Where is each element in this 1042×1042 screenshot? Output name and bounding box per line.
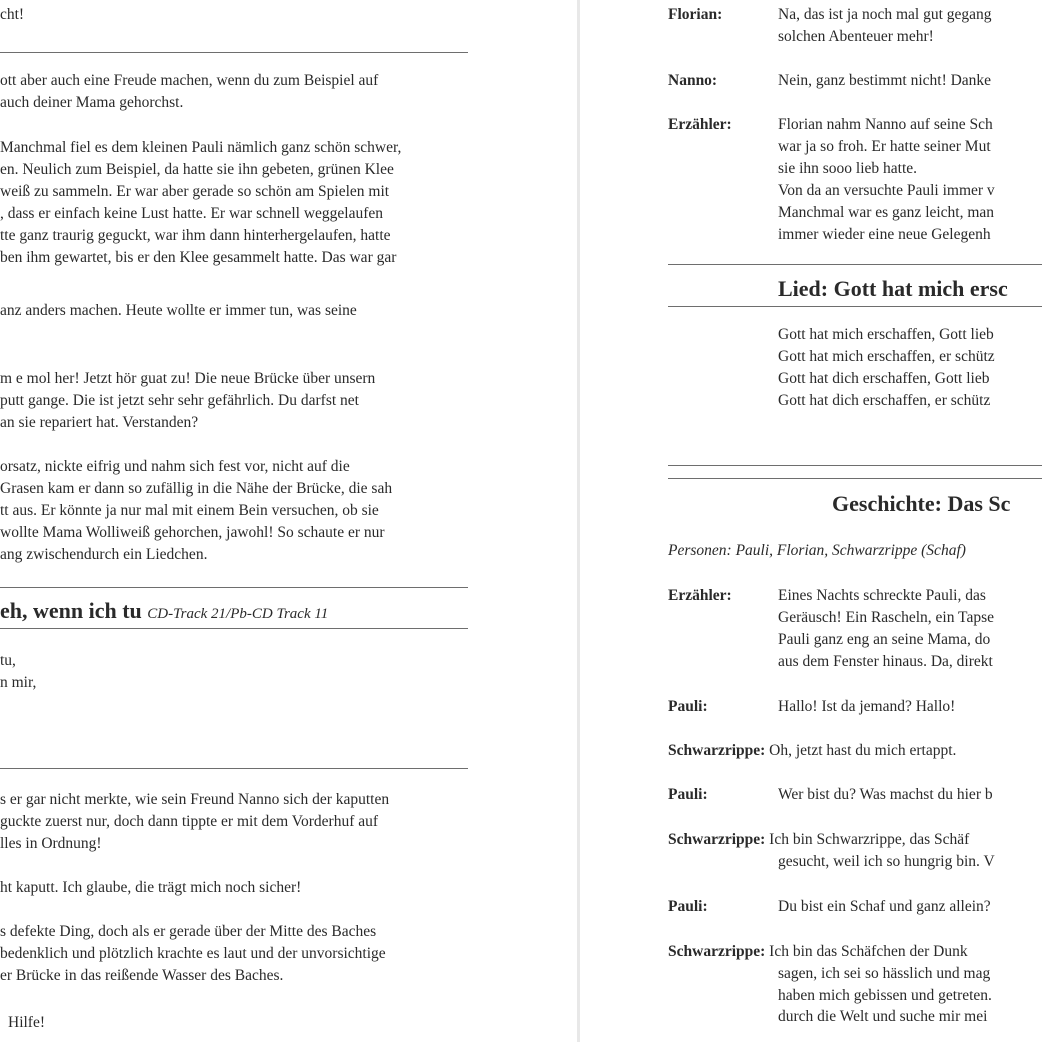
song-track: CD-Track 21/Pb-CD Track 11 <box>147 606 329 622</box>
dialogue-text: Ich bin Schwarzrippe, das Schäf <box>769 831 970 848</box>
dialogue-text: Ich bin das Schäfchen der Dunk <box>769 943 968 960</box>
paragraph: cht! <box>0 6 25 23</box>
dialogue-text: Wer bist du? Was machst du hier b <box>778 786 993 803</box>
divider <box>668 306 1042 307</box>
paragraph: m e mol her! Jetzt hör guat zu! Die neue Brücke über unsern putt gange. Die ist jetzt sehr sehr gefährlich. Du darfst net an sie repariert hat. Verstanden? <box>0 370 376 431</box>
song-title: Lied: Gott hat mich ersc <box>778 276 1008 301</box>
right-page <box>580 0 1042 1042</box>
song-lines: tu, n mir, <box>0 652 37 691</box>
dialogue-schwarzrippe <box>668 740 956 762</box>
paragraph: Manchmal fiel es dem kleinen Pauli nämlich ganz schön schwer, en. Neulich zum Beispiel, da hatte sie ihn gebeten, grünen Klee weiß zu sammeln. Er war aber gerade so schön am Spielen mit , dass er einfach keine Lust hatte. Er war schnell weggelaufen tte ganz traurig geguckt, war ihm dann hinterhergelaufen, hatte ben ihm gewartet, bis er den Klee gesammelt hatte. Das war gar <box>0 139 402 266</box>
divider <box>0 587 468 588</box>
dialogue-text: Oh, jetzt hast du mich ertappt. <box>769 742 957 759</box>
paragraph: ott aber auch eine Freude machen, wenn du zum Beispiel auf auch deiner Mama gehorchst. <box>0 72 379 111</box>
dialogue-text: Nein, ganz bestimmt nicht! Danke <box>778 72 992 89</box>
speaker: Pauli: <box>668 786 708 803</box>
dialogue-text: Florian nahm Nanno auf seine Sch war ja so froh. Er hatte seiner Mut sie ihn sooo lieb hatte. Von da an versuchte Pauli immer v Manchmal war es ganz leicht, man immer wieder eine neue Gelegenh <box>778 116 995 243</box>
song-title: eh, wenn ich tu <box>0 598 142 623</box>
divider <box>0 52 468 53</box>
speaker: Erzähler: <box>668 116 732 133</box>
dialogue-text: Na, das ist ja noch mal gut gegang solchen Abenteuer mehr! <box>778 6 992 45</box>
divider <box>668 478 1042 479</box>
speaker: Pauli: <box>668 698 708 715</box>
dialogue-text: Hallo! Ist da jemand? Hallo! <box>778 698 956 715</box>
speaker: Pauli: <box>668 898 708 915</box>
divider <box>0 628 468 629</box>
dialogue-schwarzrippe <box>668 941 968 963</box>
story-title: Geschichte: Das Sc <box>832 491 1011 516</box>
speaker: Nanno: <box>668 72 718 89</box>
speaker: Schwarzrippe: <box>668 831 766 848</box>
speaker: Florian: <box>668 6 723 23</box>
dialogue-text: Du bist ein Schaf und ganz allein? <box>778 898 991 915</box>
paragraph: anz anders machen. Heute wollte er immer tun, was seine <box>0 302 357 319</box>
paragraph: ht kaputt. Ich glaube, die trägt mich noch sicher! <box>0 879 302 896</box>
paragraph: Hilfe! <box>8 1014 46 1031</box>
dialogue-continuation: sagen, ich sei so hässlich und mag haben mich gebissen und getreten. <box>778 965 992 1004</box>
dialogue-continuation: durch die Welt und suche mir mei <box>778 1008 988 1025</box>
speaker: Schwarzrippe: <box>668 742 766 759</box>
song-heading <box>0 598 328 627</box>
paragraph: s defekte Ding, doch als er gerade über der Mitte des Baches bedenklich und plötzlich krachte es laut und der unvorsichtige er Brücke in das reißende Wasser des Baches. <box>0 923 386 984</box>
dialogue-schwarzrippe <box>668 829 969 851</box>
paragraph: orsatz, nickte eifrig und nahm sich fest vor, nicht auf die Grasen kam er dann so zufällig in die Nähe der Brücke, die sah tt aus. Er könnte ja nur mal mit einem Bein versuchen, ob sie wollte Mama Wolliweiß gehorchen, jawohl! So schaute er nur ang zwischendurch ein Liedchen. <box>0 458 393 563</box>
divider <box>0 768 468 769</box>
speaker: Erzähler: <box>668 587 732 604</box>
persons-list: Personen: Pauli, Florian, Schwarzrippe (Schaf) <box>668 542 966 559</box>
divider <box>668 264 1042 265</box>
song-lines: Gott hat mich erschaffen, Gott lieb Gott hat mich erschaffen, er schütz Gott hat dich erschaffen, Gott lieb Gott hat dich erschaffen, er schütz <box>778 326 995 409</box>
dialogue-text: Eines Nachts schreckte Pauli, das Geräusch! Ein Rascheln, ein Tapse Pauli ganz eng an seine Mama, do aus dem Fenster hinaus. Da, direkt <box>778 587 994 670</box>
divider <box>668 465 1042 466</box>
dialogue-continuation: gesucht, weil ich so hungrig bin. V <box>778 853 995 870</box>
speaker: Schwarzrippe: <box>668 943 766 960</box>
paragraph: s er gar nicht merkte, wie sein Freund Nanno sich der kaputten guckte zuerst nur, doch dann tippte er mit dem Vorderhuf auf lles in Ordnung! <box>0 791 390 852</box>
